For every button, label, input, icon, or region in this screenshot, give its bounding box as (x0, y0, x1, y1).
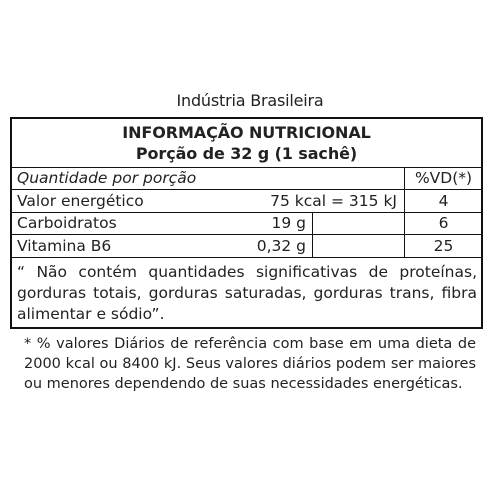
quantity-column-header: Quantidade por porção (17, 169, 197, 187)
serving-size: Porção de 32 g (1 sachê) (135, 144, 358, 163)
nutrient-name: Valor energético (17, 192, 144, 210)
table-title: INFORMAÇÃO NUTRICIONAL (122, 123, 371, 142)
nutrient-name: Vitamina B6 (17, 237, 112, 255)
nutrient-amount: 75 kcal = 315 kJ (270, 192, 397, 210)
nutrition-facts-table (10, 117, 483, 329)
industry-origin: Indústria Brasileira (176, 91, 324, 110)
nutrient-dv: 25 (433, 237, 454, 255)
insignificant-nutrients-note: “ Não contém quantidades significativas de proteínas, gorduras totais, gorduras saturadas, gorduras trans, fibra alimentar e sódio”. (17, 263, 477, 323)
row-divider (12, 234, 481, 235)
daily-values-reference-note: * % valores Diários de referência com base em uma dieta de 2000 kcal ou 8400 kJ. Seus valores diários podem ser maiores ou menores dependendo de suas necessidades energéticas. (24, 336, 476, 392)
nutrient-amount: 19 g (271, 214, 306, 232)
nutrient-name: Carboidratos (17, 214, 117, 232)
nutrient-amount: 0,32 g (256, 237, 306, 255)
dv-column-header: %VD(*) (414, 169, 473, 187)
row-divider (12, 189, 481, 190)
nutrient-dv: 4 (438, 192, 449, 210)
amount-column-divider (312, 212, 313, 257)
nutrient-dv: 6 (438, 214, 449, 232)
row-divider (12, 257, 481, 258)
